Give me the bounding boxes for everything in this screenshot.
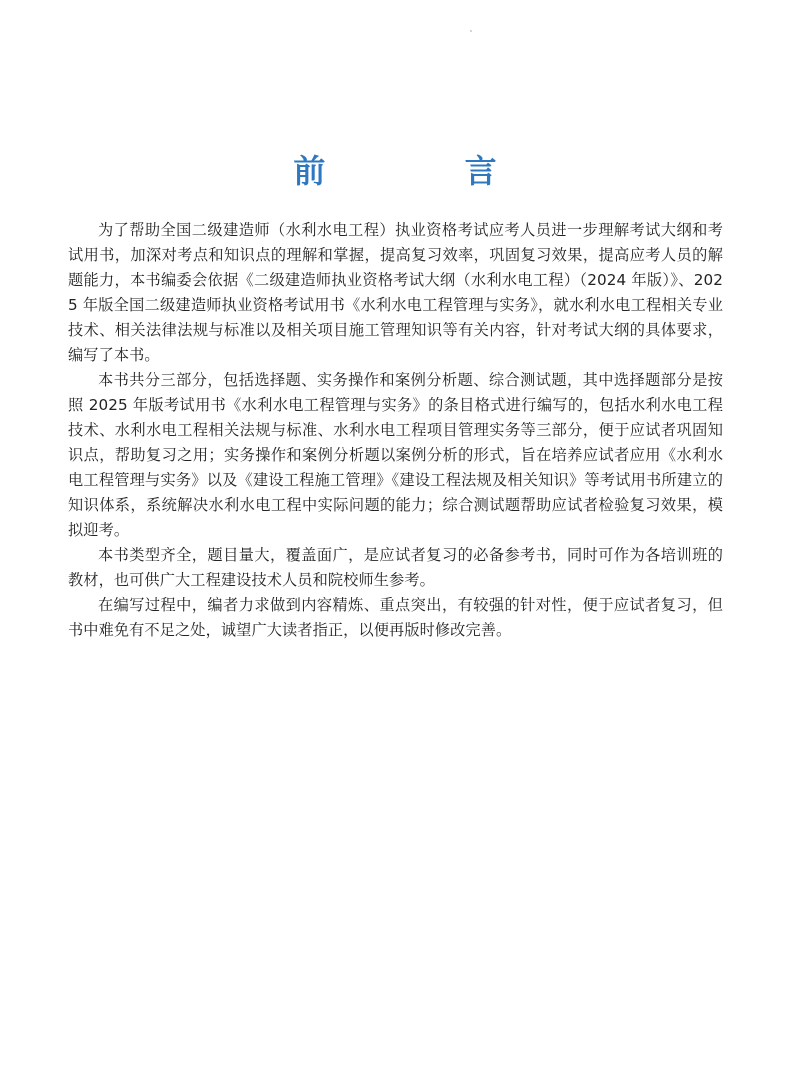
preface-paragraph-3: 本书类型齐全，题目量大，覆盖面广，是应试者复习的必备参考书，同时可作为各培训班的教材，也可供广大工程建设技术人员和院校师生参考。 bbox=[68, 546, 723, 589]
preface-paragraph-4: 在编写过程中，编者力求做到内容精炼、重点突出，有较强的针对性，便于应试者复习，但书中难免有不足之处，诚望广大读者指正，以便再版时修改完善。 bbox=[68, 596, 723, 639]
preface-paragraph-1: 为了帮助全国二级建造师（水利水电工程）执业资格考试应考人员进一步理解考试大纲和考试用书，加深对考点和知识点的理解和掌握，提高复习效率，巩固复习效果，提高应考人员的解题能力，本书编委会依据《二级建造师执业资格考试大纲（水利水电工程）（2024 年版）》、2025 年版全国二级建造师执业资格考试用书《水利水电工程管理与实务》，就水利水电工程相关专业技术、相关法律法规与标准以及相关项目施工管理知识等有关内容，针对考试大纲的具体要求，编写了本书。 bbox=[68, 221, 723, 364]
scan-speck bbox=[470, 30, 472, 32]
preface-paragraph-2: 本书共分三部分，包括选择题、实务操作和案例分析题、综合测试题，其中选择题部分是按照 2025 年版考试用书《水利水电工程管理与实务》的条目格式进行编写的，包括水利水电工程技术、水利水电工程相关法规与标准、水利水电工程项目管理实务等三部分，便于应试者巩固知识点，帮助复习之用；实务操作和案例分析题以案例分析的形式，旨在培养应试者应用《水利水电工程管理与实务》以及《建设工程施工管理》《建设工程法规及相关知识》等考试用书所建立的知识体系，系统解决水利水电工程中实际问题的能力；综合测试题帮助应试者检验复习效果，模拟迎考。 bbox=[68, 371, 723, 539]
preface-body bbox=[68, 218, 723, 643]
page-title: 前 言 bbox=[293, 152, 561, 191]
